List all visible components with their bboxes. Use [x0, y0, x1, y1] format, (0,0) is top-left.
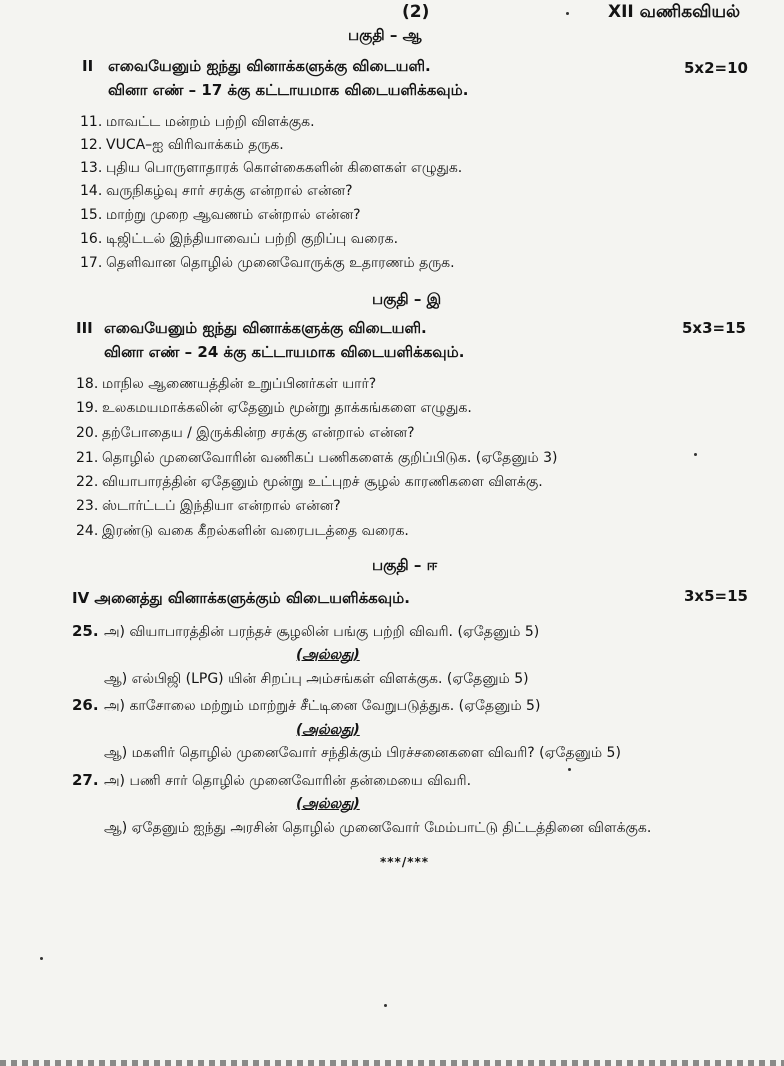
part-title-ii: பகுதி – ஈ	[372, 556, 438, 574]
question-25a: 25. அ) வியாபாரத்தின் பரந்தச் சூழலின் பங்கு பற்றி விவரி. (ஏதேனும் 5)	[72, 622, 540, 640]
scan-speck	[40, 957, 43, 960]
question-25b: ஆ) எல்பிஜி (LPG) யின் சிறப்பு அம்சங்கள் விளக்குக. (ஏதேனும் 5)	[104, 671, 529, 687]
question-11: 11. மாவட்ட மன்றம் பற்றி விளக்குக.	[80, 114, 315, 130]
bottom-border	[0, 1060, 784, 1066]
question-13: 13. புதிய பொருளாதாரக் கொள்கைகளின் கிளைகள் எழுதுக.	[80, 160, 463, 176]
section2-instruction1: எவையேனும் ஐந்து வினாக்களுக்கு விடையளி.	[108, 57, 431, 75]
question-27a: 27. அ) பணி சார் தொழில் முனைவோரின் தன்மையை விவரி.	[72, 771, 472, 789]
scan-speck	[568, 768, 571, 771]
scan-speck	[384, 1004, 387, 1007]
section4-marks: 3x5=15	[684, 587, 748, 605]
scan-speck	[566, 12, 569, 15]
question-15: 15. மாற்று முறை ஆவணம் என்றால் என்ன?	[80, 207, 361, 223]
question-17: 17. தெளிவான தொழில் முனைவோருக்கு உதாரணம் தருக.	[80, 255, 455, 271]
section2-marks: 5x2=10	[684, 59, 748, 77]
or-label-25: (அல்லது)	[296, 647, 360, 663]
or-label-26: (அல்லது)	[296, 722, 360, 738]
end-mark: ***/***	[380, 855, 430, 869]
question-26a: 26. அ) காசோலை மற்றும் மாற்றுச் சீட்டினை வேறுபடுத்துக. (ஏதேனும் 5)	[72, 696, 541, 714]
part-title-i: பகுதி – இ	[372, 290, 442, 308]
question-21: 21. தொழில் முனைவோரின் வணிகப் பணிகளைக் குறிப்பிடுக. (ஏதேனும் 3)	[76, 450, 558, 466]
section3-instruction2: வினா எண் – 24 க்கு கட்டாயமாக விடையளிக்கவும்.	[104, 343, 465, 361]
question-22: 22. வியாபாரத்தின் ஏதேனும் மூன்று உட்புறச் சூழல் காரணிகளை விளக்கு.	[76, 474, 543, 490]
section4-heading: IV அனைத்து வினாக்களுக்கும் விடையளிக்கவும்.	[72, 589, 410, 607]
section2-instruction2: வினா எண் – 17 க்கு கட்டாயமாக விடையளிக்கவும்.	[108, 81, 469, 99]
question-18: 18. மாநில ஆணையத்தின் உறுப்பினர்கள் யார்?	[76, 376, 377, 392]
or-label-27: (அல்லது)	[296, 796, 360, 812]
section2-roman: II	[82, 57, 94, 75]
question-14: 14. வருநிகழ்வு சார் சரக்கு என்றால் என்ன?	[80, 183, 353, 199]
question-24: 24. இரண்டு வகை கீறல்களின் வரைபடத்தை வரைக.	[76, 523, 409, 539]
question-20: 20. தற்போதைய / இருக்கின்ற சரக்கு என்றால் என்ன?	[76, 425, 415, 441]
question-16: 16. டிஜிட்டல் இந்தியாவைப் பற்றி குறிப்பு வரைக.	[80, 231, 399, 247]
part-title-aa: பகுதி – ஆ	[348, 26, 422, 44]
section3-marks: 5x3=15	[682, 319, 746, 337]
subject-title: XII வணிகவியல்	[608, 2, 741, 22]
question-26b: ஆ) மகளிர் தொழில் முனைவோர் சந்திக்கும் பிரச்சனைகளை விவரி? (ஏதேனும் 5)	[104, 745, 621, 761]
section3-instruction1: எவையேனும் ஐந்து வினாக்களுக்கு விடையளி.	[104, 319, 427, 337]
page-number: (2)	[402, 2, 430, 22]
section3-roman: III	[76, 319, 93, 337]
question-27b: ஆ) ஏதேனும் ஐந்து அரசின் தொழில் முனைவோர் மேம்பாட்டு திட்டத்தினை விளக்குக.	[104, 820, 652, 836]
question-19: 19. உலகமயமாக்கலின் ஏதேனும் மூன்று தாக்கங்களை எழுதுக.	[76, 400, 472, 416]
question-12: 12. VUCA–ஐ விரிவாக்கம் தருக.	[80, 137, 284, 153]
scan-speck	[694, 453, 697, 456]
question-23: 23. ஸ்டார்ட்டப் இந்தியா என்றால் என்ன?	[76, 498, 341, 514]
